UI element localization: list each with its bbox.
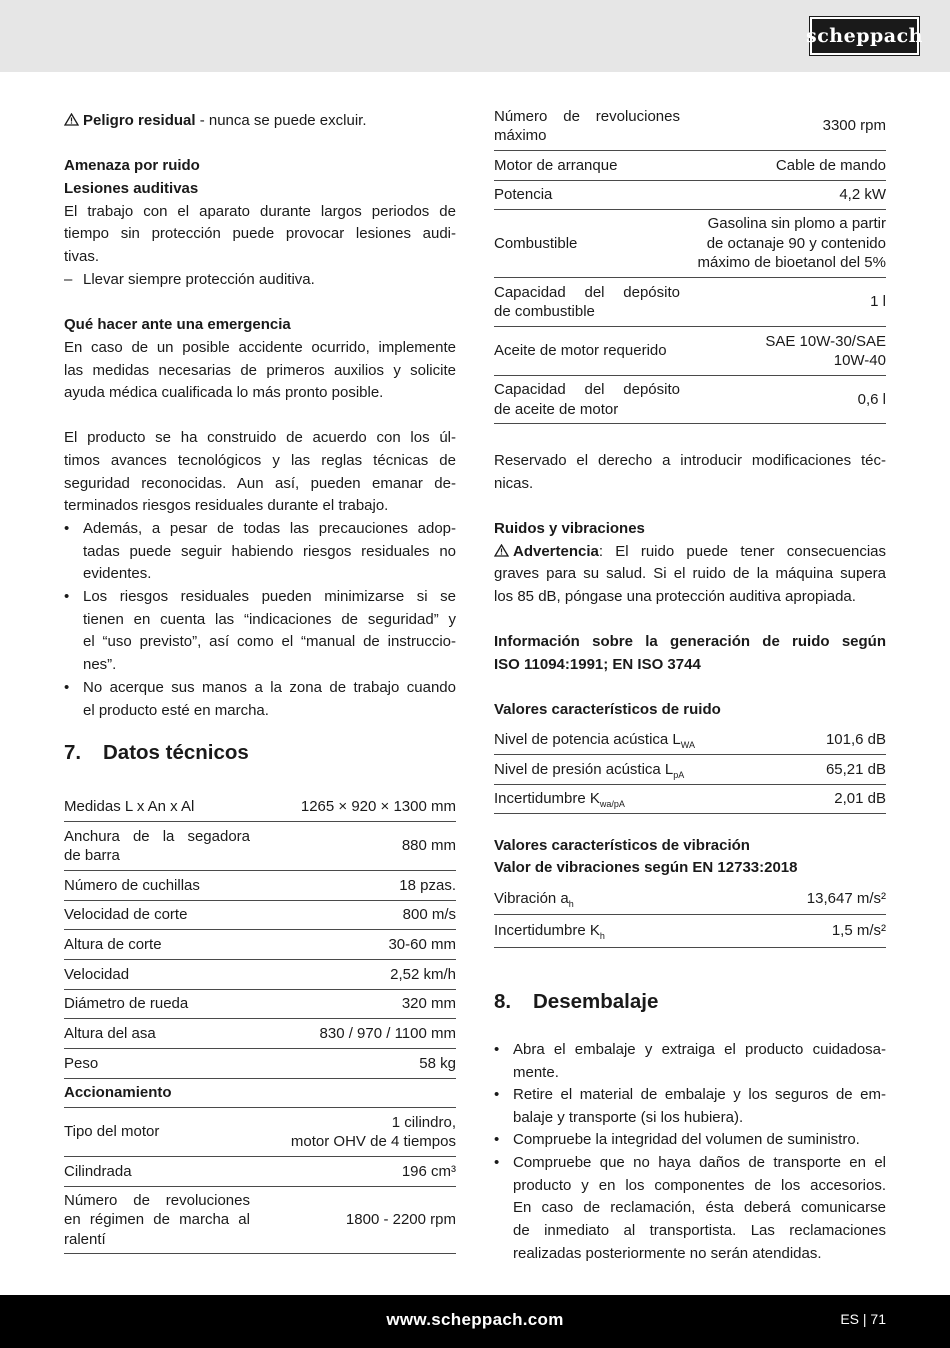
bullet-line: de inmediato al transportista. Las reclamaciones: [513, 1222, 886, 1240]
table-row: [494, 755, 886, 785]
table-cell-label: [64, 990, 250, 1018]
label-line: Accionamiento: [64, 1084, 172, 1102]
label-line: Capacidad del depósito: [494, 381, 680, 398]
emergency-line: En caso de un posible accidente ocurrido, implemente: [64, 339, 456, 356]
subscript: h: [599, 931, 605, 942]
bullet-line: mente.: [513, 1063, 559, 1081]
value-line: 320 mm: [401, 995, 456, 1013]
table-row: [494, 278, 886, 327]
value-line: 58 kg: [419, 1054, 456, 1072]
table-cell-value: [301, 792, 456, 821]
product-line: terminados riesgos residuales durante el trabajo.: [64, 497, 389, 514]
table-row: [64, 1157, 456, 1187]
bullet-line: el “uso previsto”, así como el “manual de instruccio-: [83, 633, 456, 651]
bullet-line: tienen en cuenta las “indicaciones de seguridad” y: [83, 610, 456, 628]
table-row: [64, 792, 456, 822]
table-cell-label: [64, 822, 250, 870]
table-row: [494, 327, 886, 376]
table-cell-value: [698, 210, 886, 277]
label-line: Número de cuchillas: [64, 876, 200, 894]
label-line: Altura de corte: [64, 935, 162, 953]
bullet-line: tadas puede seguir habiendo riesgos residuales no: [83, 542, 456, 560]
bullet-text: [513, 1084, 886, 1129]
bullet-line: evidentes.: [83, 565, 152, 583]
bullet-line: realizadas posteriormente no serán atendidas.: [513, 1244, 822, 1262]
section-number: 7.: [64, 741, 82, 764]
table-cell-label: Nivel de potencia acústica $L_{WA}$: [494, 731, 695, 751]
table-cell-value: 13,647 m/s²: [806, 889, 886, 907]
table-cell-value: [291, 1108, 456, 1156]
table-row: [494, 210, 886, 278]
product-line: El producto se ha construido de acuerdo con los úl-: [64, 429, 456, 446]
bullet-line: No acerque sus manos a la zona de trabajo cuando: [83, 679, 456, 696]
label-line: Aceite de motor requerido: [494, 342, 667, 360]
section-7-heading: [64, 741, 249, 765]
label-line: Velocidad: [64, 965, 130, 983]
bullet-mark: •: [64, 588, 70, 605]
residual-danger-text: - nunca se puede excluir.: [195, 112, 367, 129]
label-line: Medidas L x An x Al: [64, 797, 195, 815]
value-line: Gasolina sin plomo a partir: [707, 215, 886, 233]
value-line: 880 mm: [401, 837, 456, 855]
table-cell-value: [776, 151, 886, 180]
table-cell-value: [823, 102, 886, 150]
table-cell-label: [494, 151, 680, 180]
table-cell-label: Nivel de presión acústica $L_{pA}$: [494, 760, 685, 780]
table-cell-label: Vibración $a_h$: [494, 889, 574, 909]
bullet-line: Abra el embalaje y extraiga el producto cuidadosa-: [513, 1041, 886, 1058]
bullet-line: Además, a pesar de todas las precauciones adop-: [83, 520, 456, 537]
label-line: Número de revoluciones: [64, 1191, 250, 1209]
table-section-row: [64, 1079, 456, 1108]
label-line: de barra: [64, 847, 120, 864]
table-cell-value: [402, 822, 456, 870]
section-8-heading: [494, 990, 658, 1014]
table-row: [64, 1049, 456, 1079]
warning-triangle-icon: [494, 544, 509, 557]
bullet-text: [513, 1152, 886, 1266]
residual-danger-line: [64, 110, 456, 133]
reserved-line: Reservado el derecho a introducir modificaciones téc-: [494, 452, 886, 469]
noise-threat-line: tivas.: [64, 248, 100, 265]
label-line: Anchura de la segadora: [64, 827, 250, 845]
label-line: Cilindrada: [64, 1162, 132, 1180]
subscript: pA: [673, 769, 685, 780]
bullet-line: producto y en los componentes de los accesorios.: [513, 1176, 886, 1194]
table-cell-label: [64, 871, 250, 900]
table-row: [494, 181, 886, 210]
reserved-line: nicas.: [494, 475, 534, 492]
table-cell-value: [402, 990, 456, 1018]
label-line: Velocidad de corte: [64, 906, 188, 924]
table-cell-value: [320, 1019, 456, 1048]
subscript: wa/pA: [599, 799, 625, 810]
table-cell-label: [64, 1108, 250, 1156]
table-cell-label: [64, 1187, 250, 1253]
bullet-line: En caso de reclamación, ésta deberá comunicarse: [513, 1199, 886, 1217]
table-cell-label: [64, 792, 250, 821]
bullet-text: [513, 1129, 886, 1152]
label-line: Motor de arranque: [494, 156, 618, 174]
noise-info-title: Información sobre la generación de ruido según: [494, 633, 886, 650]
table-cell-value: [390, 960, 456, 989]
table-cell-value: [403, 901, 456, 929]
bullet-mark: •: [494, 1041, 500, 1058]
noise-threat-line: El trabajo con el aparato durante largos periodos de: [64, 203, 456, 220]
table-cell-label: Incertidumbre $K_{wa/pA}$: [494, 790, 625, 810]
value-line: 1800 - 2200 rpm: [345, 1211, 456, 1229]
bullet-mark: •: [494, 1086, 500, 1103]
label-line: Peso: [64, 1054, 99, 1072]
value-line: motor OHV de 4 tiempos: [290, 1133, 456, 1150]
table-row: [494, 883, 886, 915]
value-line: 800 m/s: [402, 906, 456, 924]
bullet-line: Compruebe la integridad del volumen de suministro.: [513, 1131, 860, 1148]
table-row: [64, 960, 456, 990]
table-cell-value: 65,21 dB: [825, 760, 886, 778]
section-title: Datos técnicos: [103, 741, 249, 764]
warning-label: Advertencia: [513, 543, 599, 560]
label-line: máximo: [494, 127, 547, 144]
vibration-title: Valor de vibraciones según EN 12733:2018: [494, 859, 798, 876]
label-line: de combustible: [494, 303, 595, 320]
bullet-text: [83, 677, 456, 722]
table-row: [494, 785, 886, 814]
table-cell-label: [64, 1079, 250, 1107]
value-line: 10W-40: [833, 352, 886, 369]
table-row: [64, 930, 456, 960]
value-line: 0,6 l: [857, 390, 886, 408]
emergency-title: Qué hacer ante una emergencia: [64, 316, 291, 333]
value-line: SAE 10W-30/SAE: [765, 332, 886, 350]
dash-mark: –: [64, 271, 73, 288]
table-cell-label: [64, 1019, 250, 1048]
table-cell-label: [494, 327, 680, 375]
bullet-mark: •: [494, 1154, 500, 1171]
value-line: Cable de mando: [775, 156, 886, 174]
value-line: 4,2 kW: [839, 186, 886, 204]
value-line: máximo de bioetanol del 5%: [697, 254, 886, 272]
label-line: de aceite de motor: [494, 400, 619, 418]
label-line: Potencia: [494, 186, 553, 204]
label-line: en régimen de marcha al: [64, 1211, 250, 1229]
scheppach-logo: scheppach: [810, 17, 919, 55]
table-row: [494, 102, 886, 151]
table-row: [64, 1187, 456, 1254]
warning-text: : El ruido puede tener consecuencias: [598, 543, 886, 560]
table-cell-value: [765, 327, 886, 375]
table-cell-label: [64, 1157, 250, 1186]
bullet-line: Retire el material de embalaje y los seguros de em-: [513, 1086, 886, 1103]
noise-warning-line: [494, 541, 886, 564]
table-cell-label: [64, 901, 250, 929]
bullet-line: nes”.: [83, 656, 117, 674]
noise-values-title: Valores característicos de ruido: [494, 701, 721, 718]
bullet-mark: •: [494, 1131, 500, 1148]
section-title: Desembalaje: [533, 990, 659, 1013]
bullet-text: [83, 586, 456, 677]
label-line: Altura del asa: [64, 1024, 156, 1042]
bullet-text: [83, 518, 456, 586]
subscript: h: [568, 898, 574, 909]
table-cell-value: [399, 871, 456, 900]
table-cell-label: [494, 210, 680, 277]
table-cell-label: Incertidumbre $K_h$: [494, 922, 605, 942]
residual-danger-label: Peligro residual: [83, 112, 196, 129]
table-cell-label: [64, 1049, 250, 1078]
table-cell-value: [388, 930, 456, 959]
product-line: timos avances tecnológicos y las reglas técnicas de: [64, 452, 456, 469]
noise-threat-title: Amenaza por ruido: [64, 157, 200, 174]
page-number: ES | 71: [840, 1311, 886, 1327]
noise-warning-line: graves para su salud. Si el ruido de la máquina supera: [494, 565, 886, 582]
emergency-line: ayuda médica cualificada lo más pronto posible.: [64, 384, 384, 401]
value-line: 18 pzas.: [399, 876, 456, 894]
table-cell-value: [419, 1049, 456, 1078]
value-line: 830 / 970 / 1100 mm: [319, 1024, 456, 1042]
footer-website-link[interactable]: www.scheppach.com: [386, 1310, 564, 1329]
value-line: de octanaje 90 y contenido: [706, 234, 886, 252]
table-row: [64, 1019, 456, 1049]
bullet-line: Los riesgos residuales pueden minimizarse si se: [83, 588, 456, 605]
table-row: [494, 376, 886, 424]
bullet-mark: •: [64, 679, 70, 696]
bullet-line: el producto esté en marcha.: [83, 701, 269, 719]
warning-triangle-icon: [64, 113, 79, 126]
table-cell-value: [346, 1187, 456, 1253]
table-row: [64, 822, 456, 871]
table-cell-value: 2,01 dB: [834, 790, 886, 808]
dash-text: Llevar siempre protección auditiva.: [83, 271, 315, 288]
table-row: [64, 990, 456, 1019]
bullet-mark: •: [64, 520, 70, 537]
table-cell-value: [858, 376, 886, 423]
table-cell-value: [402, 1157, 456, 1186]
label-line: Número de revoluciones: [494, 107, 680, 125]
table-cell-value: 1,5 m/s²: [831, 922, 886, 940]
label-line: ralentí: [64, 1230, 106, 1248]
label-line: Tipo del motor: [64, 1123, 160, 1141]
value-line: 30-60 mm: [388, 935, 456, 953]
value-line: 1 l: [870, 293, 886, 311]
noise-threat-line: tiempo sin protección puede provocar lesiones audi-: [64, 225, 456, 242]
table-cell-value: 101,6 dB: [825, 731, 886, 749]
value-line: 3300 rpm: [822, 117, 886, 135]
subscript: WA: [680, 740, 695, 751]
bullet-line: balaje y transporte (si los hubiera).: [513, 1108, 744, 1126]
table-cell-label: [494, 102, 680, 150]
emergency-line: las medidas necesarias de primeros auxilios y solicite: [64, 362, 456, 379]
noise-threat-subtitle: Lesiones auditivas: [64, 180, 199, 197]
table-cell-value: [870, 278, 886, 326]
table-row: [64, 901, 456, 930]
table-cell-label: [64, 930, 250, 959]
table-cell-value: [839, 181, 886, 209]
value-line: 1265 × 920 × 1300 mm: [300, 797, 456, 815]
label-line: Diámetro de rueda: [64, 995, 189, 1013]
label-line: Capacidad del depósito: [494, 283, 680, 301]
label-line: Combustible: [494, 234, 578, 252]
table-row: [494, 726, 886, 755]
table-cell-label: [64, 960, 250, 989]
noise-info-title: ISO 11094:1991; EN ISO 3744: [494, 656, 701, 673]
vibration-title: Valores característicos de vibración: [494, 837, 750, 854]
table-row: [64, 871, 456, 901]
table-row: [64, 1108, 456, 1157]
noise-vibration-title: Ruidos y vibraciones: [494, 520, 645, 537]
product-line: seguridad reconocidas. Aun así, pueden emanar de-: [64, 475, 456, 492]
table-cell-label: [494, 181, 680, 209]
section-number: 8.: [494, 990, 512, 1013]
table-row: [494, 915, 886, 948]
table-cell-label: [494, 376, 680, 423]
table-cell-label: [494, 278, 680, 326]
bullet-text: [513, 1039, 886, 1084]
value-line: 2,52 km/h: [390, 965, 456, 983]
value-line: 196 cm³: [401, 1162, 456, 1180]
noise-warning-line: los 85 dB, póngase una protección auditiva apropiada.: [494, 588, 856, 605]
bullet-line: Compruebe que no haya daños de transporte en el: [513, 1154, 886, 1171]
table-row: [494, 151, 886, 181]
value-line: 1 cilindro,: [391, 1113, 456, 1131]
